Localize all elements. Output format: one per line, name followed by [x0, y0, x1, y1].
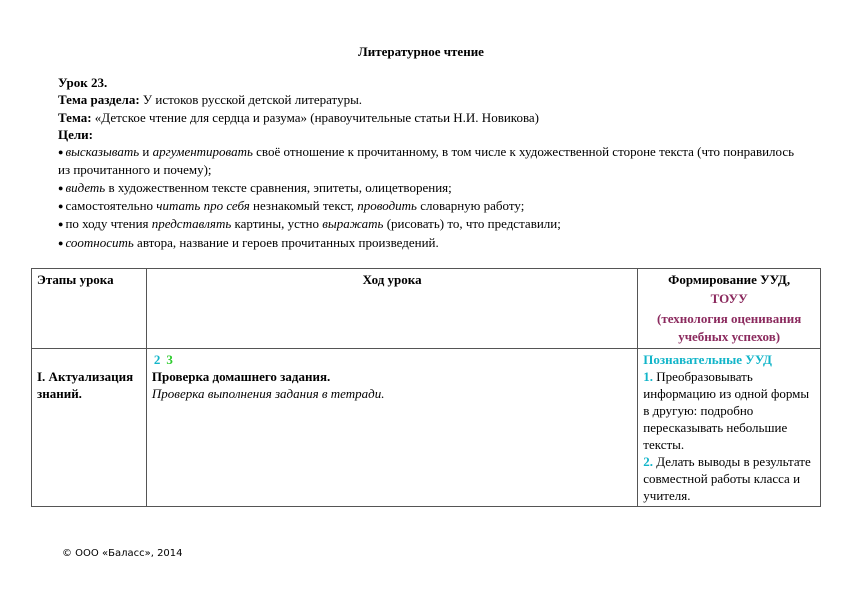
stage-name: I. Актуализация знаний. [37, 369, 134, 401]
header-uud-title: Формирование УУД, [668, 272, 791, 287]
lesson-number: Урок 23. [58, 75, 108, 90]
topic-label: Тема: [58, 109, 92, 125]
goal-item: ● высказывать и аргументировать своё отношение к прочитанному, в том числе к художественной стороне текста (что понравилось из прочитанного и почему); [58, 144, 795, 178]
header-course: Ход урока [146, 269, 637, 349]
table-row [32, 349, 821, 507]
uud-item: 2. Делать выводы в результате совместной работы класса и учителя. [643, 454, 811, 503]
copyright-footer: © ООО «Баласс», 2014 [62, 548, 183, 559]
topic-line [58, 109, 798, 126]
uud-heading: Познавательные УУД [643, 352, 772, 367]
page-title: Литературное чтение [358, 44, 484, 59]
header-uud [638, 269, 821, 349]
uud-cell [638, 349, 821, 507]
topic-value: «Детское чтение для сердца и разума» (нравоучительные статьи Н.И. Новикова) [91, 109, 540, 125]
header-uud-touu: ТОУУ [710, 291, 748, 306]
header-stages: Этапы урока [32, 269, 147, 349]
bullet-icon: ● [58, 147, 64, 158]
bullet-icon: ● [58, 201, 64, 212]
lesson-intro [58, 74, 798, 252]
uud-item: 1. Преобразовывать информацию из одной формы в другую: подробно пересказывать небольшие тексты. [643, 369, 810, 452]
goal-item: ● по ходу чтения представлять картины, устно выражать (рисовать) то, что представили; [58, 216, 561, 232]
header-uud-tech: (технология оценивания учебных успехов) [656, 311, 802, 344]
lesson-table [31, 268, 821, 507]
bullet-icon: ● [58, 182, 64, 193]
slide-number-a: 2 [153, 352, 161, 367]
course-cell [146, 349, 637, 507]
section-label: Тема раздела: [58, 92, 140, 108]
task-description: Проверка выполнения задания в тетради. [151, 386, 385, 401]
section-line [58, 91, 798, 108]
bullet-icon: ● [58, 219, 64, 230]
goal-item: ● видеть в художественном тексте сравнения, эпитеты, олицетворения; [58, 179, 452, 195]
task-title: Проверка домашнего задания. [151, 369, 331, 384]
goal-item: ● самостоятельно читать про себя незнакомый текст, проводить словарную работу; [58, 198, 525, 214]
stage-cell [32, 349, 147, 507]
bullet-icon: ● [58, 237, 64, 248]
section-value: У истоков русской детской литературы. [139, 92, 363, 108]
slide-numbers [154, 351, 632, 368]
goal-item: ● соотносить автора, название и героев прочитанных произведений. [58, 234, 439, 250]
table-header-row [32, 269, 821, 349]
goals-label: Цели: [58, 126, 93, 142]
slide-number-b: 3 [166, 352, 173, 367]
